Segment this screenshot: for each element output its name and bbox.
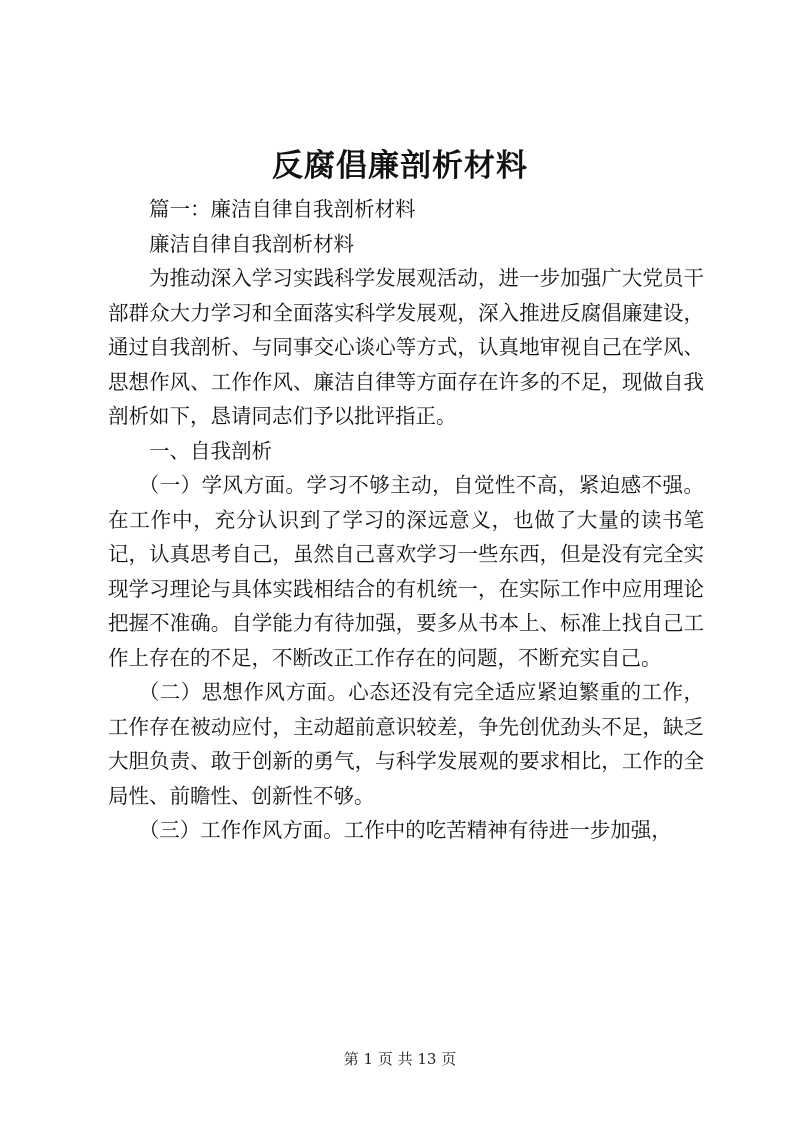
study-style-paragraph: （一）学风方面。学习不够主动，自觉性不高，紧迫感不强。在工作中，充分认识到了学习的深远意义，也做了大量的读书笔记，认真思考自己，虽然自己喜欢学习一些东西，但是没有完全实现学习理论与具体实践相结合的有机统一，在实际工作中应用理论把握不准确。自学能力有待加强，要多从书本上、标准上找自己工作上存在的不足，不断改正工作存在的问题，不断充实自己。 — [108, 473, 704, 670]
subtitle: 廉洁自律自我剖析材料 — [149, 231, 354, 256]
intro-paragraph: 为推动深入学习实践科学发展观活动，进一步加强广大党员干部群众大力学习和全面落实科学发展观，深入推进反腐倡廉建设，通过自我剖析、与同事交心谈心等方式，认真地审视自己在学风、思想作风、工作作风、廉洁自律等方面存在许多的不足，现做自我剖析如下，恳请同志们予以批评指正。 — [108, 266, 704, 428]
document-body — [108, 192, 704, 848]
section-heading: 篇一：廉洁自律自我剖析材料 — [149, 197, 416, 221]
document-title: 反腐倡廉剖析材料 — [272, 148, 528, 184]
part-heading: 一、自我剖析 — [149, 438, 272, 463]
page-footer: 第 1 页 共 13 页 — [343, 1050, 457, 1068]
work-style-paragraph: （三）工作作风方面。工作中的吃苦精神有待进一步加强， — [138, 818, 672, 842]
thinking-style-paragraph: （二）思想作风方面。心态还没有完全适应紧迫繁重的工作，工作存在被动应付，主动超前意识较差，争先创优劲头不足，缺乏大胆负责、敢于创新的勇气，与科学发展观的要求相比，工作的全局性、前瞻性、创新性不够。 — [108, 680, 704, 808]
